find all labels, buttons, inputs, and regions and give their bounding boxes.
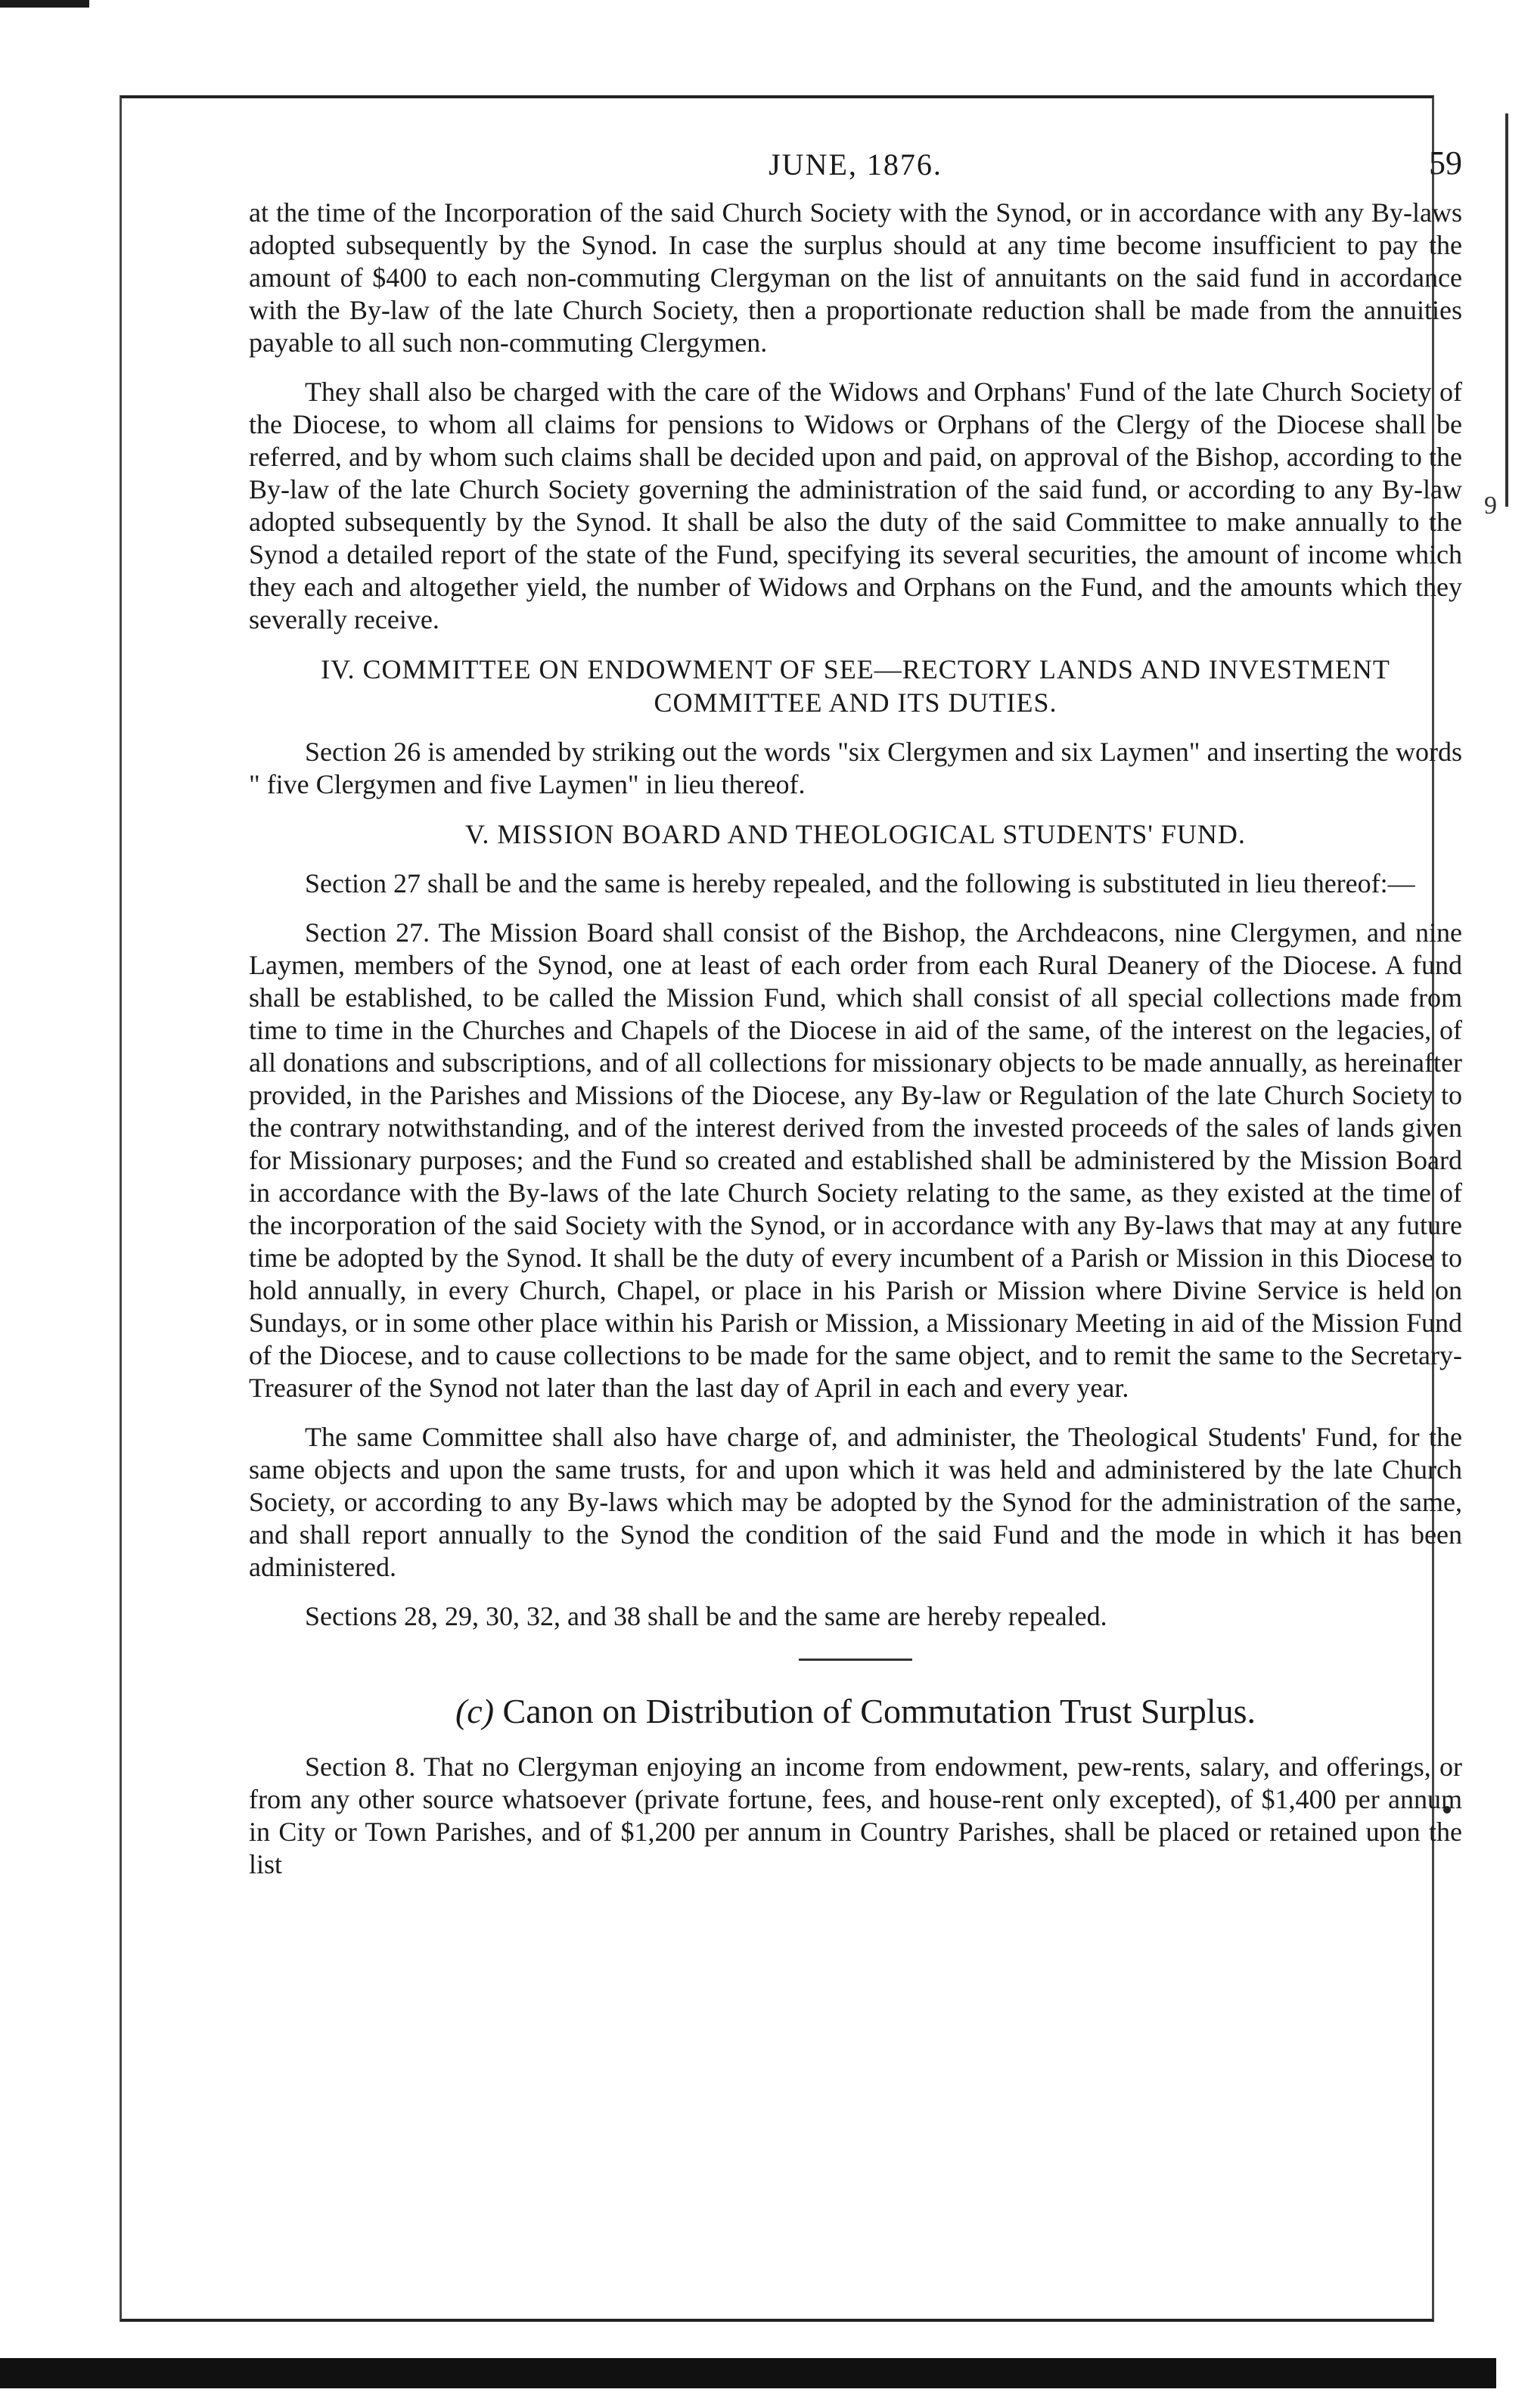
paragraph-theological-fund: The same Committee shall also have charge of, and administer, the Theological Students' Fund, for the same objects and upon the same trusts, for and upon which it was held and administered by the late Church Society, or according to any By-laws which may be adopted by the Synod for the administration of the same, and shall report annually to the Synod the condition of the said Fund and the mode in which it has been administered. xyxy=(249,1422,1462,1582)
section-heading-iv: IV. COMMITTEE ON ENDOWMENT OF SEE—RECTORY LANDS AND INVESTMENT COMMITTEE AND ITS DUTIES. xyxy=(321,654,1390,718)
paragraph-section-26: Section 26 is amended by striking out the words "six Clergymen and six Laymen" and inserting the words " five Clergymen and five Laymen" in lieu thereof. xyxy=(249,737,1462,799)
paragraph-sections-repealed: Sections 28, 29, 30, 32, and 38 shall be and the same are hereby repealed. xyxy=(305,1601,1107,1631)
paragraph-widows-orphans: They shall also be charged with the care of the Widows and Orphans' Fund of the late Church Society of the Diocese, to whom all claims for pensions to Widows or Orphans of the Clergy of the Diocese shall be referred, and by whom such claims shall be decided upon and paid, on approval of the Bishop, according to the By-law of the late Church Society governing the administration of the said fund, or according to any By-law adopted subsequently by the Synod. It shall be also the duty of the said Committee to make annually to the Synod a detailed report of the state of the Fund, specifying its several securities, the amount of income which they each and altogether yield, the number of Widows and Orphans on the Fund, and the amounts which they severally receive. xyxy=(249,377,1462,635)
divider-rule xyxy=(799,1659,912,1661)
canon-heading xyxy=(249,1691,1462,1731)
page-content xyxy=(249,129,1462,1898)
scan-edge-right xyxy=(1505,113,1513,507)
header-title: JUNE, 1876. xyxy=(769,147,943,182)
page-number: 59 xyxy=(1429,144,1462,182)
section-heading-v: V. MISSION BOARD AND THEOLOGICAL STUDENTS' FUND. xyxy=(465,819,1246,849)
paragraph-section-27-repeal: Section 27 shall be and the same is hereby repealed, and the following is substituted in lieu thereof:— xyxy=(305,868,1415,898)
canon-title: Canon on Distribution of Commutation Trust Surplus. xyxy=(502,1692,1256,1730)
canon-label: (c) xyxy=(455,1692,495,1730)
paragraph-continuation: at the time of the Incorporation of the said Church Society with the Synod, or in accordance with any By-laws adopted subsequently by the Synod. In case the surplus should at any time become insufficient to pay the amount of $400 to each non-commuting Clergyman on the list of annuitants on the said fund in accordance with the By-law of the late Church Society, then a proportionate reduction shall be made from the annuities payable to all such non-commuting Clergymen. xyxy=(249,197,1462,358)
scan-mark-top xyxy=(0,0,89,8)
paragraph-section-8: Section 8. That no Clergyman enjoying an income from endowment, pew-rents, salary, and offerings, or from any other source whatsoever (private fortune, fees, and house-rent only excepted), of $1,400 per annum in City or Town Parishes, and of $1,200 per annum in Country Parishes, shall be placed or retained upon the list xyxy=(249,1752,1462,1879)
running-header xyxy=(249,129,1462,197)
paragraph-section-27-text: Section 27. The Mission Board shall consist of the Bishop, the Archdeacons, nine Clergymen, and nine Laymen, members of the Synod, one at least of each order from each Rural Deanery of the Diocese. A fund shall be established, to be called the Mission Fund, which shall consist of all special collections made from time to time in the Churches and Chapels of the Diocese in aid of the same, of the interest on the legacies, of all donations and subscriptions, and of all collections for missionary objects to be made annually, as hereinafter provided, in the Parishes and Missions of the Diocese, any By-law or Regulation of the late Church Society to the contrary notwithstanding, and of the interest derived from the invested proceeds of the sales of lands given for Missionary purposes; and the Fund so created and established shall be administered by the Mission Board in accordance with the By-laws of the late Church Society relating to the same, as they existed at the time of the incorporation of the said Society with the Synod, or in accordance with any By-laws that may at any future time be adopted by the Synod. It shall be the duty of every incumbent of a Parish or Mission in this Diocese to hold annually, in every Church, Chapel, or place in his Parish or Mission where Divine Service is held on Sundays, or in some other place within his Parish or Mission, a Missionary Meeting in aid of the Mission Fund of the Diocese, and to cause collections to be made for the same object, and to remit the same to the Secretary-Treasurer of the Synod not later than the last day of April in each and every year. xyxy=(249,917,1462,1403)
margin-mark: 9 xyxy=(1484,492,1497,520)
page-frame xyxy=(120,95,1462,2322)
scan-edge-bottom xyxy=(0,2358,1496,2388)
